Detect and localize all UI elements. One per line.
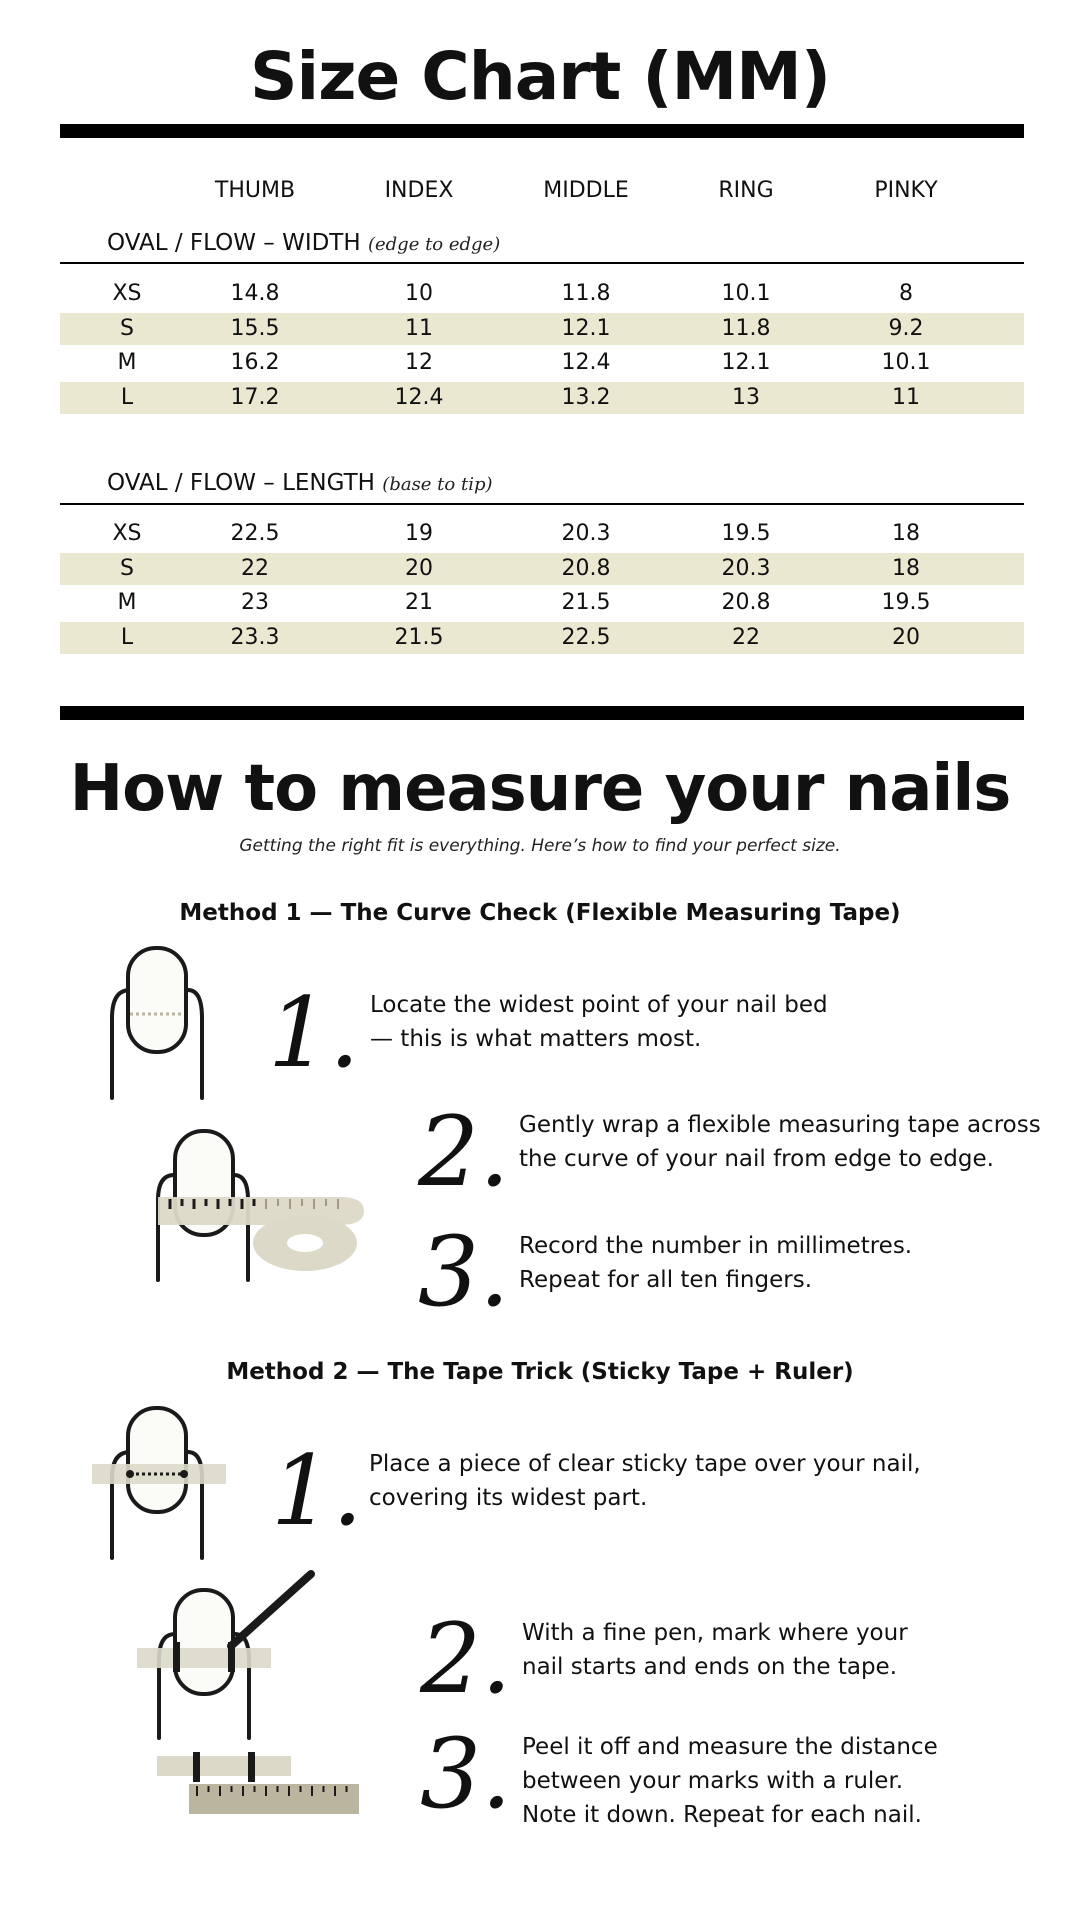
width-value-cell: 11.8 bbox=[561, 281, 611, 306]
width-heading-text: OVAL / FLOW – WIDTH bbox=[107, 230, 361, 256]
length-value-cell: 21 bbox=[405, 590, 433, 615]
method-1-title: Method 1 — The Curve Check (Flexible Measuring Tape) bbox=[179, 900, 901, 926]
finger-widest-point-icon bbox=[100, 940, 220, 1100]
length-value-cell: 23 bbox=[241, 590, 269, 615]
width-value-cell: 11 bbox=[405, 315, 433, 341]
length-value-cell: 20.8 bbox=[721, 590, 771, 615]
length-value-cell: 20 bbox=[405, 555, 433, 581]
table-row bbox=[60, 553, 1024, 585]
method-2-step-3-text bbox=[522, 1730, 938, 1832]
width-value-cell: 12 bbox=[405, 350, 433, 375]
method-1-step-3-number: 3. bbox=[418, 1216, 510, 1328]
method-1-step-2-line-2: the curve of your nail from edge to edge. bbox=[519, 1146, 994, 1172]
length-subheading: (base to tip) bbox=[382, 474, 493, 495]
width-value-cell: 16.2 bbox=[230, 350, 280, 375]
size-label: L bbox=[120, 624, 134, 650]
method-1-step-2-text bbox=[519, 1108, 1041, 1176]
table-row bbox=[60, 518, 1024, 550]
method-1-step-1-line-2: — this is what matters most. bbox=[370, 1026, 702, 1052]
width-value-cell: 13.2 bbox=[561, 384, 611, 410]
method-2-step-2-line-1: With a fine pen, mark where your bbox=[522, 1620, 908, 1646]
method-2-step-2-number: 2. bbox=[420, 1603, 512, 1715]
width-value-cell: 8 bbox=[899, 281, 913, 306]
width-value-cell: 12.4 bbox=[561, 350, 611, 375]
table-row bbox=[60, 622, 1024, 654]
length-value-cell: 23.3 bbox=[230, 624, 280, 650]
width-value-cell: 11 bbox=[892, 384, 920, 410]
size-label: M bbox=[117, 590, 137, 615]
method-2-step-1-line-1: Place a piece of clear sticky tape over your nail, bbox=[369, 1451, 921, 1477]
width-value-cell: 9.2 bbox=[888, 315, 924, 341]
page-title: Size Chart (MM) bbox=[249, 38, 831, 115]
width-value-cell: 12.1 bbox=[721, 350, 771, 375]
measure-heading: How to measure your nails bbox=[69, 752, 1011, 826]
width-table-heading bbox=[107, 230, 500, 256]
method-1-step-3-text bbox=[519, 1229, 912, 1297]
method-2-step-1-number: 1. bbox=[271, 1435, 363, 1547]
size-label: XS bbox=[112, 281, 142, 306]
length-table-heading bbox=[107, 470, 493, 496]
method-1-step-1-number: 1. bbox=[268, 977, 360, 1089]
finger-measuring-tape-icon bbox=[150, 1125, 380, 1285]
method-1-step-2-line-1: Gently wrap a flexible measuring tape across bbox=[519, 1112, 1041, 1138]
method-2-title: Method 2 — The Tape Trick (Sticky Tape + Ruler) bbox=[226, 1359, 854, 1385]
method-2-step-1-text bbox=[369, 1447, 921, 1515]
table-row bbox=[60, 382, 1024, 414]
width-value-cell: 11.8 bbox=[721, 315, 771, 341]
measure-tagline: Getting the right fit is everything. Here’s how to find your perfect size. bbox=[239, 836, 841, 856]
column-header-pinky: PINKY bbox=[874, 178, 938, 203]
finger-sticky-tape-icon bbox=[90, 1400, 240, 1560]
column-header-middle: MIDDLE bbox=[543, 178, 629, 203]
tape-on-ruler-icon bbox=[155, 1752, 365, 1822]
method-2-step-2-line-2: nail starts and ends on the tape. bbox=[522, 1654, 898, 1680]
width-value-cell: 10.1 bbox=[721, 281, 771, 306]
method-1-step-3-line-2: Repeat for all ten fingers. bbox=[519, 1267, 813, 1293]
size-label: XS bbox=[112, 521, 142, 546]
finger-pen-mark-icon bbox=[135, 1570, 325, 1740]
method-2-step-3-line-2: between your marks with a ruler. bbox=[522, 1768, 904, 1794]
method-1-step-3-line-1: Record the number in millimetres. bbox=[519, 1233, 913, 1259]
table-row bbox=[60, 313, 1024, 345]
length-value-cell: 19.5 bbox=[881, 590, 931, 615]
column-header-ring: RING bbox=[718, 178, 774, 203]
method-1-step-1-text bbox=[370, 988, 828, 1056]
length-value-cell: 20.8 bbox=[561, 555, 611, 581]
width-value-cell: 12.1 bbox=[561, 315, 611, 341]
length-value-cell: 22 bbox=[732, 624, 760, 650]
size-label: M bbox=[117, 350, 137, 375]
width-value-cell: 10 bbox=[405, 281, 433, 306]
width-value-cell: 12.4 bbox=[394, 384, 444, 410]
length-value-cell: 20.3 bbox=[561, 521, 611, 546]
method-2-step-1-line-2: covering its widest part. bbox=[369, 1485, 648, 1511]
length-value-cell: 19 bbox=[405, 521, 433, 546]
length-value-cell: 18 bbox=[892, 521, 920, 546]
width-value-cell: 17.2 bbox=[230, 384, 280, 410]
method-1-step-1-line-1: Locate the widest point of your nail bed bbox=[370, 992, 828, 1018]
width-value-cell: 15.5 bbox=[230, 315, 280, 341]
column-header-index: INDEX bbox=[384, 178, 454, 203]
method-2-step-3-line-1: Peel it off and measure the distance bbox=[522, 1734, 938, 1760]
size-label: S bbox=[120, 315, 134, 341]
length-value-cell: 21.5 bbox=[394, 624, 444, 650]
table-row bbox=[60, 347, 1024, 379]
table-row bbox=[60, 278, 1024, 310]
length-table-rule bbox=[60, 503, 1024, 505]
middle-divider bbox=[60, 706, 1024, 720]
length-value-cell: 22.5 bbox=[230, 521, 280, 546]
length-value-cell: 22.5 bbox=[561, 624, 611, 650]
length-value-cell: 20.3 bbox=[721, 555, 771, 581]
width-table-rule bbox=[60, 262, 1024, 264]
length-value-cell: 22 bbox=[241, 555, 269, 581]
method-2-step-3-line-3: Note it down. Repeat for each nail. bbox=[522, 1802, 922, 1828]
method-2-step-3-number: 3. bbox=[420, 1718, 512, 1830]
length-value-cell: 19.5 bbox=[721, 521, 771, 546]
column-header-thumb: THUMB bbox=[214, 178, 296, 203]
length-value-cell: 21.5 bbox=[561, 590, 611, 615]
size-label: L bbox=[120, 384, 134, 410]
top-divider bbox=[60, 124, 1024, 138]
width-subheading: (edge to edge) bbox=[367, 234, 501, 255]
method-1-step-2-number: 2. bbox=[418, 1096, 510, 1208]
length-value-cell: 18 bbox=[892, 555, 920, 581]
width-value-cell: 10.1 bbox=[881, 350, 931, 375]
length-value-cell: 20 bbox=[892, 624, 920, 650]
width-value-cell: 14.8 bbox=[230, 281, 280, 306]
method-2-step-2-text bbox=[522, 1616, 908, 1684]
size-label: S bbox=[120, 555, 134, 581]
width-value-cell: 13 bbox=[732, 384, 760, 410]
table-row bbox=[60, 587, 1024, 619]
length-heading-text: OVAL / FLOW – LENGTH bbox=[107, 470, 375, 496]
